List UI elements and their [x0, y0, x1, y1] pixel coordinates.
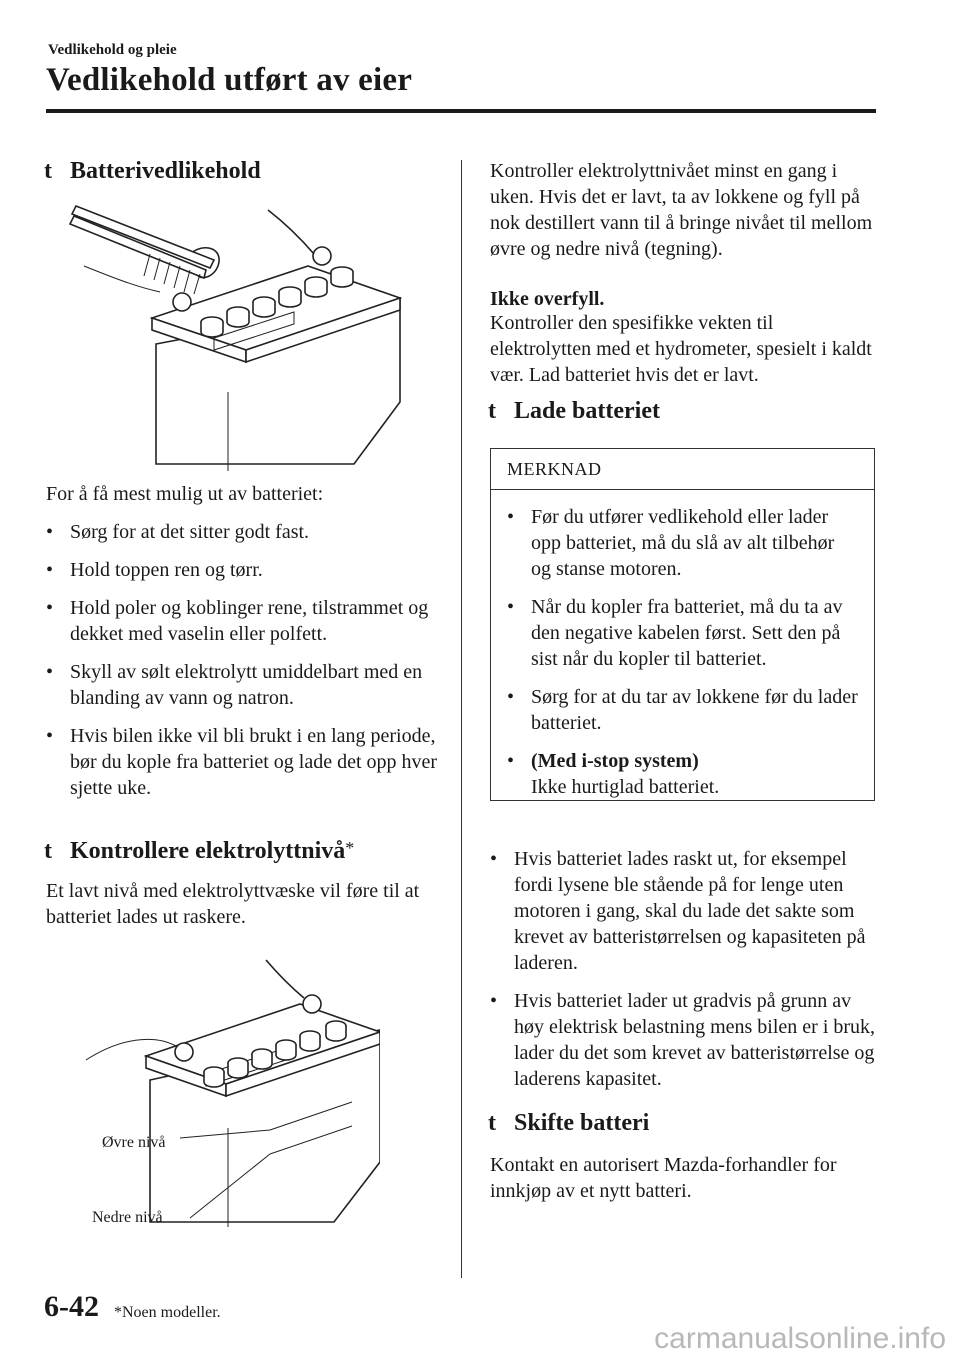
list-item: • Hvis batteriet lader ut gradvis på grunn av høy elektrisk belastning mens bilen er i bruk, lader du det som krevet av batteristørrelse og laderens kapasitet. [490, 990, 876, 1090]
electrolyte-check-text: Kontroller elektrolyttnivået minst en gang i uken. Hvis det er lavt, ta av lokkene og fyll på nok destillert vann til å bringe nivået til mellom øvre og nedre nivå (tegning). [490, 160, 873, 260]
bullet-icon: • [490, 990, 498, 1012]
note-list [507, 504, 858, 800]
list-item: • Hvis bilen ikke vil bli brukt i en lang periode, bør du kople fra batteriet og lade det opp hver sjette uke. [46, 725, 438, 799]
heading-replace-battery [488, 1110, 649, 1137]
list-item: • Hvis batteriet lades raskt ut, for eksempel fordi lysene ble stående på for lenge uten motoren i gang, skal du lade det sakte som krevet av batteristørrelsen og kapasiteten på laderen. [490, 848, 866, 974]
replace-text: Kontakt en autorisert Mazda-forhandler for innkjøp av et nytt batteri. [490, 1154, 837, 1202]
list-item: • Sørg for at det sitter godt fast. [46, 521, 310, 543]
charging-list [490, 846, 876, 1104]
bullet-icon: • [46, 597, 54, 619]
page-number: 6-42 [44, 1290, 99, 1323]
column-divider [461, 160, 462, 1278]
heading-battery-maintenance [44, 158, 261, 185]
warning-text: Kontroller den spesifikke vekten til elektrolytten med et hydrometer, spesielt i kaldt vær. Lad batteriet hvis det er lavt. [490, 312, 872, 386]
list-item [507, 748, 858, 800]
electrolyte-level-illustration [80, 952, 380, 1232]
bullet-icon: • [507, 596, 515, 618]
battery-intro: For å få mest mulig ut av batteriet: [46, 483, 324, 505]
battery-cleaning-illustration [64, 196, 414, 476]
bullet-icon: • [46, 725, 54, 747]
note-box [490, 448, 875, 801]
heading-text: Batterivedlikehold [70, 158, 261, 184]
upper-level-label: Øvre nivå [102, 1134, 166, 1151]
battery-maintenance-list [46, 519, 442, 813]
section-marker-icon: t [44, 158, 52, 184]
asterisk: * [345, 838, 355, 858]
list-item: • Hold toppen ren og tørr. [46, 559, 263, 581]
heading-charging [488, 398, 660, 425]
bullet-icon: • [507, 750, 515, 772]
note-body [491, 490, 874, 816]
bullet-icon: • [507, 506, 515, 528]
istop-title: (Med i-stop system) [531, 750, 699, 772]
heading-text: Lade batteriet [514, 398, 660, 424]
list-item: • Hold poler og koblinger rene, tilstrammet og dekket med vaselin eller polfett. [46, 597, 429, 645]
list-item: • Før du utfører vedlikehold eller lader opp batteriet, må du slå av alt tilbehør og stanse motoren. [507, 506, 835, 580]
bullet-icon: • [46, 661, 54, 683]
bullet-icon: • [46, 521, 54, 543]
heading-text: Kontrollere elektrolyttnivå [70, 838, 346, 864]
footnote: *Noen modeller. [114, 1304, 221, 1321]
list-item: • Når du kopler fra batteriet, må du ta av den negative kabelen først. Sett den på sist når du kopler til batteriet. [507, 596, 843, 670]
lower-level-label: Nedre nivå [92, 1209, 163, 1226]
section-marker-icon: t [44, 838, 52, 864]
list-item: • Skyll av sølt elektrolytt umiddelbart med en blanding av vann og natron. [46, 661, 423, 709]
electrolyte-text: Et lavt nivå med elektrolyttvæske vil føre til at batteriet lades ut raskere. [46, 880, 420, 928]
title-rule [46, 109, 876, 113]
bullet-icon: • [490, 848, 498, 870]
bullet-icon: • [46, 559, 54, 581]
bullet-icon: • [507, 686, 515, 708]
list-item: • Sørg for at du tar av lokkene før du lader batteriet. [507, 686, 858, 734]
section-marker-icon: t [488, 1110, 496, 1136]
section-label: Vedlikehold og pleie [48, 42, 177, 58]
watermark: carmanualsonline.info [654, 1322, 946, 1355]
warning-bold: Ikke overfyll. [490, 288, 605, 310]
section-marker-icon: t [488, 398, 496, 424]
heading-electrolyte-level [44, 838, 354, 865]
note-title: MERKNAD [491, 449, 874, 490]
istop-text: Ikke hurtiglad batteriet. [531, 776, 720, 798]
heading-text: Skifte batteri [514, 1110, 650, 1136]
page-title: Vedlikehold utført av eier [46, 62, 413, 98]
